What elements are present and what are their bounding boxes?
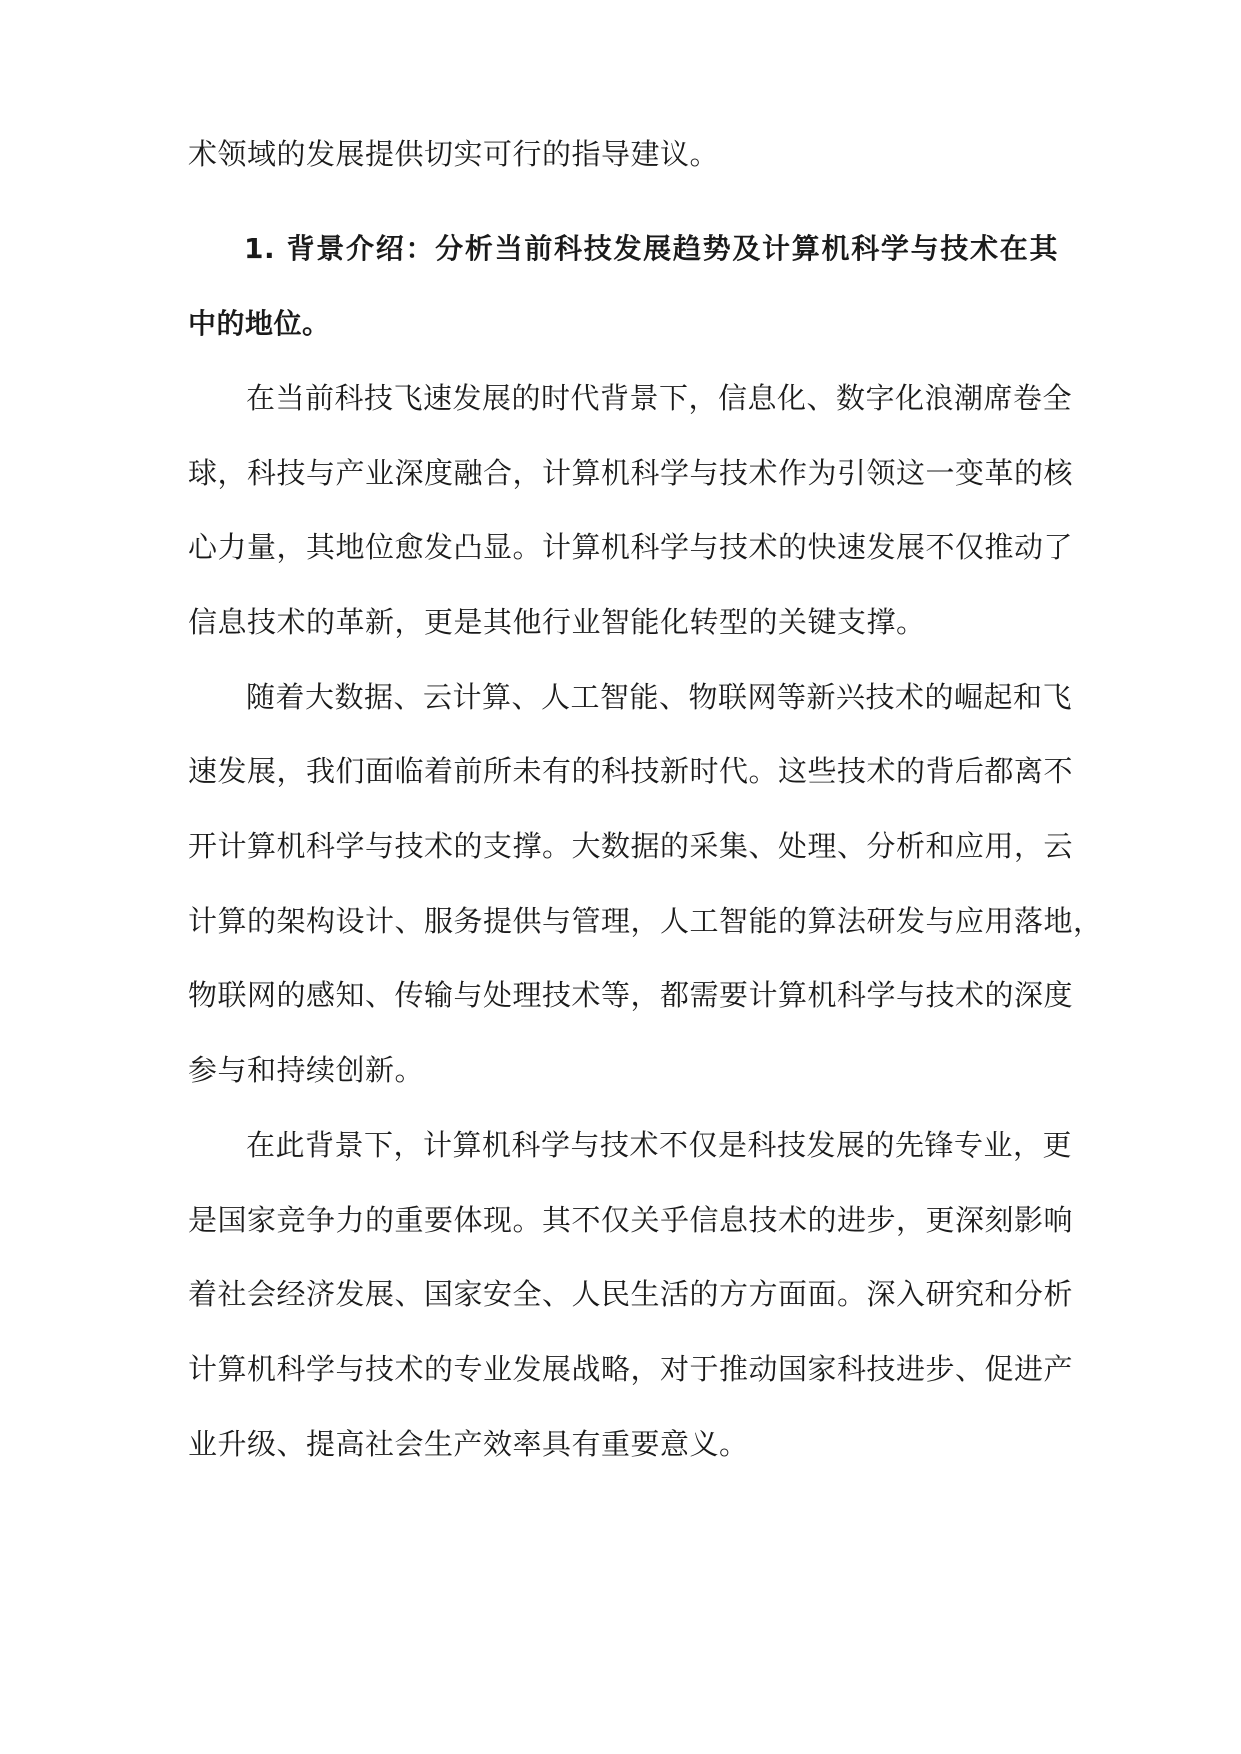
paragraph-1-line-2: 球，科技与产业深度融合，计算机科学与技术作为引领这一变革的核 [188,456,1074,490]
paragraph-3-line-4: 计算机科学与技术的专业发展战略，对于推动国家科技进步、促进产 [188,1352,1074,1386]
paragraph-1-line-4: 信息技术的革新，更是其他行业智能化转型的关键支撑。 [188,605,926,639]
paragraph-3-line-3: 着社会经济发展、国家安全、人民生活的方方面面。深入研究和分析 [188,1277,1074,1311]
paragraph-2-line-4: 计算的架构设计、服务提供与管理，人工智能的算法研发与应用落地， [188,904,1103,938]
paragraph-1-line-1: 在当前科技飞速发展的时代背景下，信息化、数字化浪潮席卷全 [246,381,1073,415]
paragraph-2-line-1: 随着大数据、云计算、人工智能、物联网等新兴技术的崛起和飞 [246,680,1073,714]
paragraph-2-line-6: 参与和持续创新。 [188,1053,425,1087]
paragraph-3-line-5: 业升级、提高社会生产效率具有重要意义。 [188,1427,749,1461]
section-heading-line-1: 1. 背景介绍：分析当前科技发展趋势及计算机科学与技术在其 [244,232,1058,265]
paragraph-3-line-2: 是国家竞争力的重要体现。其不仅关乎信息技术的进步，更深刻影响 [188,1203,1074,1237]
paragraph-1-line-3: 心力量，其地位愈发凸显。计算机科学与技术的快速发展不仅推动了 [188,530,1074,564]
paragraph-3-line-1: 在此背景下，计算机科学与技术不仅是科技发展的先锋专业，更 [246,1128,1073,1162]
paragraph-2-line-2: 速发展，我们面临着前所未有的科技新时代。这些技术的背后都离不 [188,754,1074,788]
paragraph-2-line-3: 开计算机科学与技术的支撑。大数据的采集、处理、分析和应用，云 [188,829,1074,863]
continuation-line: 术领域的发展提供切实可行的指导建议。 [188,137,720,171]
section-heading-line-2: 中的地位。 [188,307,331,340]
paragraph-2-line-5: 物联网的感知、传输与处理技术等，都需要计算机科学与技术的深度 [188,978,1074,1012]
